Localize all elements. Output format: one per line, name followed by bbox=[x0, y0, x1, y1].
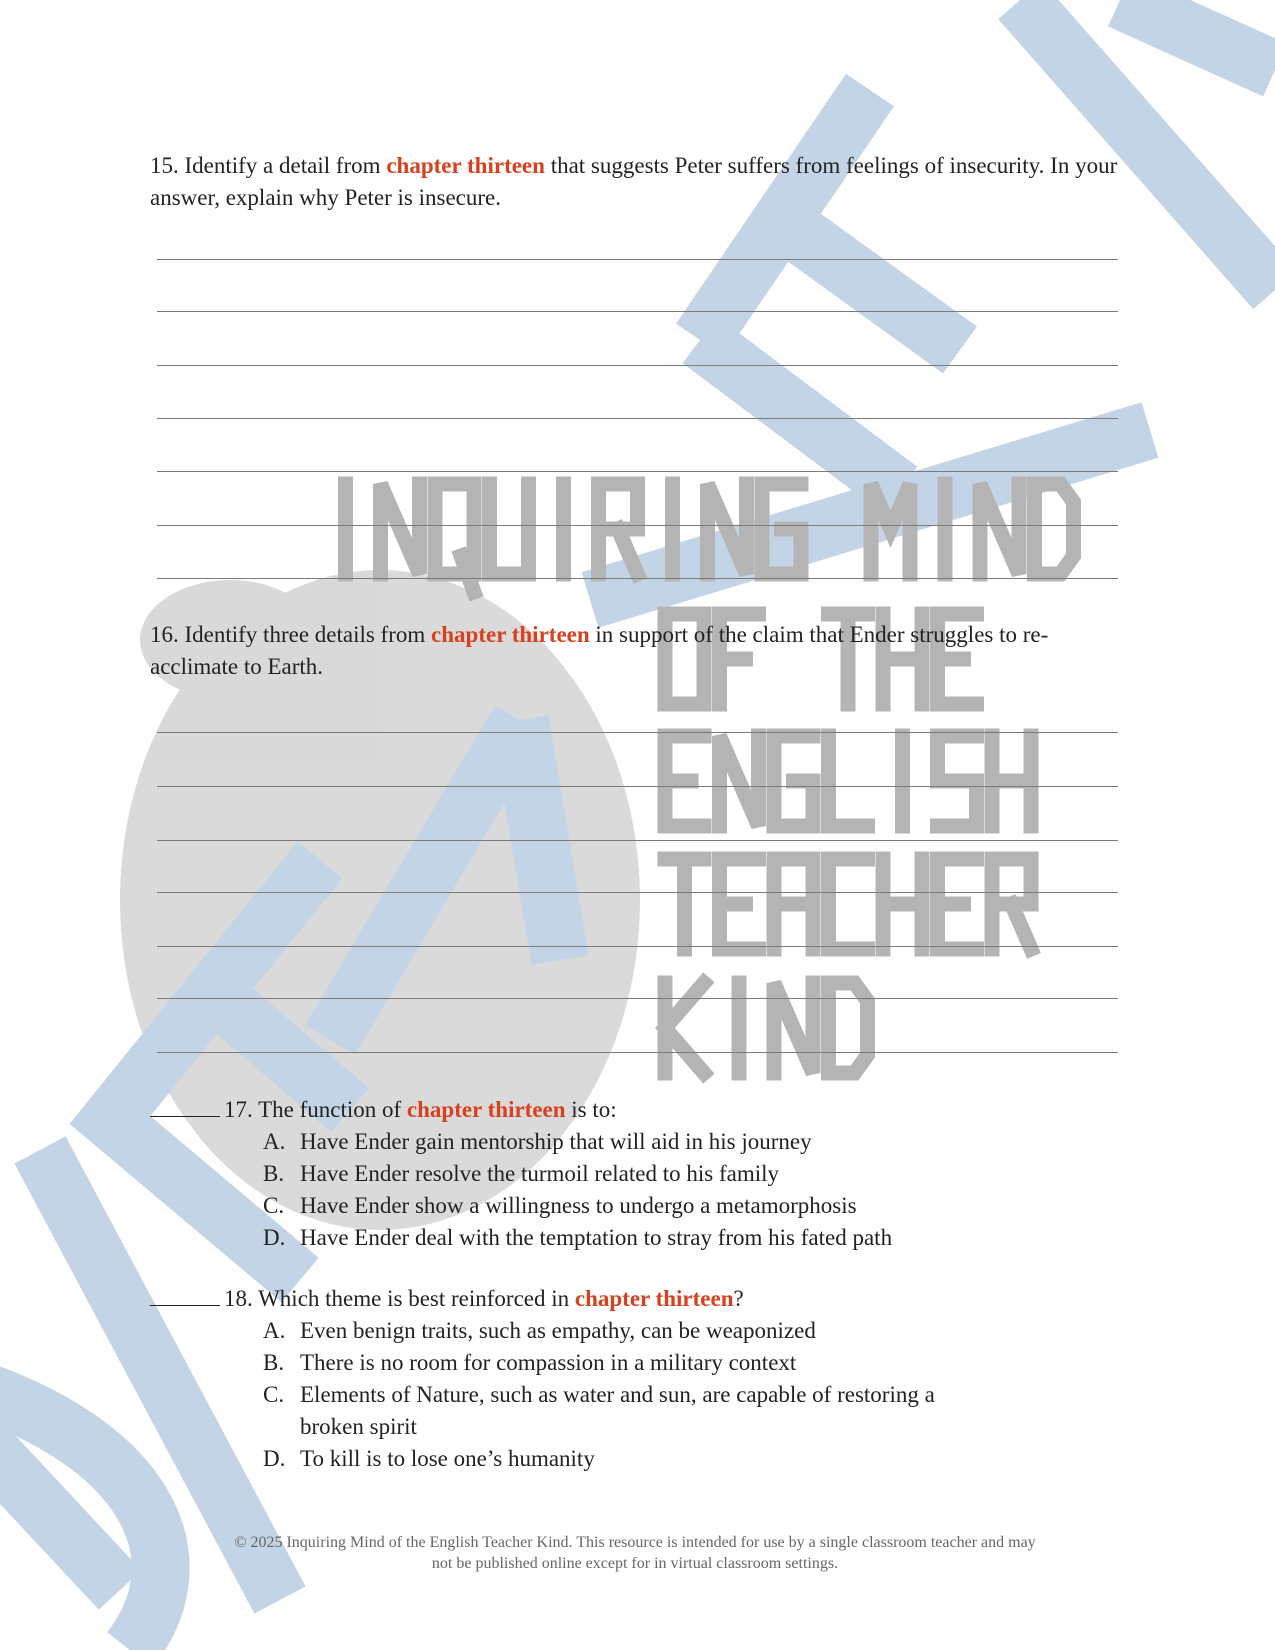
option-letter: A. bbox=[263, 1318, 286, 1343]
answer-line[interactable] bbox=[157, 732, 1118, 733]
option-letter: C. bbox=[263, 1382, 285, 1407]
option-text: Elements of Nature, such as water and sun, are capable of restoring a bbox=[300, 1382, 935, 1407]
answer-line[interactable] bbox=[157, 998, 1118, 999]
question-17 bbox=[150, 1094, 1120, 1126]
watermark-letter-shape bbox=[883, 859, 922, 949]
watermark-letter-shape bbox=[774, 983, 813, 1073]
watermark-letter-shape bbox=[829, 859, 868, 949]
question-text: Identify three details from bbox=[184, 622, 432, 647]
question-15 bbox=[150, 150, 1120, 214]
watermark-letter-shape bbox=[829, 983, 868, 1073]
question-text: Which theme is best reinforced in bbox=[258, 1286, 575, 1311]
option-text: To kill is to lose one’s humanity bbox=[300, 1446, 595, 1471]
option-text: Have Ender show a willingness to undergo a metamorphosis bbox=[300, 1193, 857, 1218]
answer-blank[interactable] bbox=[150, 1094, 220, 1117]
option-text: broken spirit bbox=[300, 1414, 417, 1439]
chapter-highlight: chapter thirteen bbox=[386, 153, 545, 178]
question-number: 16. bbox=[150, 622, 179, 647]
question-16 bbox=[150, 619, 1120, 683]
question-number: 17. bbox=[224, 1097, 253, 1122]
answer-blank[interactable] bbox=[150, 1283, 220, 1306]
option-text: Have Ender resolve the turmoil related to his family bbox=[300, 1161, 780, 1186]
option-letter: B. bbox=[263, 1161, 285, 1186]
watermark-letter-shape bbox=[992, 859, 1031, 949]
question-number: 15. bbox=[150, 153, 179, 178]
answer-line[interactable] bbox=[157, 525, 1118, 526]
answer-line[interactable] bbox=[157, 840, 1118, 841]
answer-line[interactable] bbox=[157, 471, 1118, 472]
watermark-letter-shape bbox=[829, 736, 868, 826]
option-letter: B. bbox=[263, 1350, 285, 1375]
answer-line[interactable] bbox=[157, 311, 1118, 312]
watermark-letter-shape bbox=[599, 484, 638, 574]
answer-line[interactable] bbox=[157, 365, 1118, 366]
answer-line[interactable] bbox=[157, 259, 1118, 260]
option-text: Have Ender deal with the temptation to stray from his fated path bbox=[300, 1225, 893, 1250]
watermark-letter-shape bbox=[381, 484, 420, 574]
watermark-letter-shape bbox=[1035, 484, 1074, 574]
answer-line[interactable] bbox=[157, 578, 1118, 579]
watermark-letter-shape bbox=[720, 859, 759, 949]
chapter-highlight: chapter thirteen bbox=[406, 1097, 566, 1122]
option-text: There is no room for compassion in a military context bbox=[300, 1350, 797, 1375]
answer-line[interactable] bbox=[157, 418, 1118, 419]
watermark-letter-shape bbox=[938, 736, 977, 826]
copyright-footer bbox=[150, 1532, 1120, 1574]
question-text: in support of the claim that Ender struggles to re-acclimate to Earth. bbox=[150, 622, 1049, 679]
chapter-highlight: chapter thirteen bbox=[431, 622, 590, 647]
option-letter: D. bbox=[263, 1446, 286, 1471]
option-letter: C. bbox=[263, 1193, 285, 1218]
question-text: Identify a detail from bbox=[184, 153, 387, 178]
question-text: ? bbox=[733, 1286, 744, 1311]
footer-line: not be published online except for in virtual classroom settings. bbox=[431, 1555, 839, 1572]
watermark-letter-shape bbox=[774, 859, 813, 949]
question-18 bbox=[150, 1283, 1120, 1315]
option-letter: A. bbox=[263, 1129, 286, 1154]
answer-line[interactable] bbox=[157, 892, 1118, 893]
answer-line[interactable] bbox=[157, 946, 1118, 947]
watermark-letter-shape bbox=[720, 736, 759, 826]
watermark-letter-shape bbox=[490, 484, 529, 574]
watermark-letter-shape bbox=[435, 484, 474, 592]
question-text: is to: bbox=[565, 1097, 617, 1122]
option-text: Have Ender gain mentorship that will aid in his journey bbox=[300, 1129, 812, 1154]
footer-line: © 2025 Inquiring Mind of the English Teacher Kind. This resource is intended for use by a single classroom teacher and may bbox=[234, 1534, 1036, 1551]
option-text: Even benign traits, such as empathy, can be weaponized bbox=[300, 1318, 816, 1343]
option-letter: D. bbox=[263, 1225, 286, 1250]
watermark-letter-shape bbox=[665, 983, 704, 1073]
watermark-letter-shape bbox=[992, 736, 1031, 826]
watermark-letter-shape bbox=[665, 859, 704, 949]
question-text: The function of bbox=[258, 1097, 407, 1122]
chapter-highlight: chapter thirteen bbox=[574, 1286, 734, 1311]
watermark-letter-shape bbox=[774, 736, 813, 826]
watermark-letter-shape bbox=[938, 859, 977, 949]
answer-line[interactable] bbox=[157, 1052, 1118, 1053]
question-text: that suggests Peter suffers from feelings of insecurity. In your answer, explain why Peter is insecure. bbox=[150, 153, 1118, 210]
question-number: 18. bbox=[224, 1286, 253, 1311]
answer-line[interactable] bbox=[157, 786, 1118, 787]
watermark-letter-shape bbox=[665, 736, 704, 826]
